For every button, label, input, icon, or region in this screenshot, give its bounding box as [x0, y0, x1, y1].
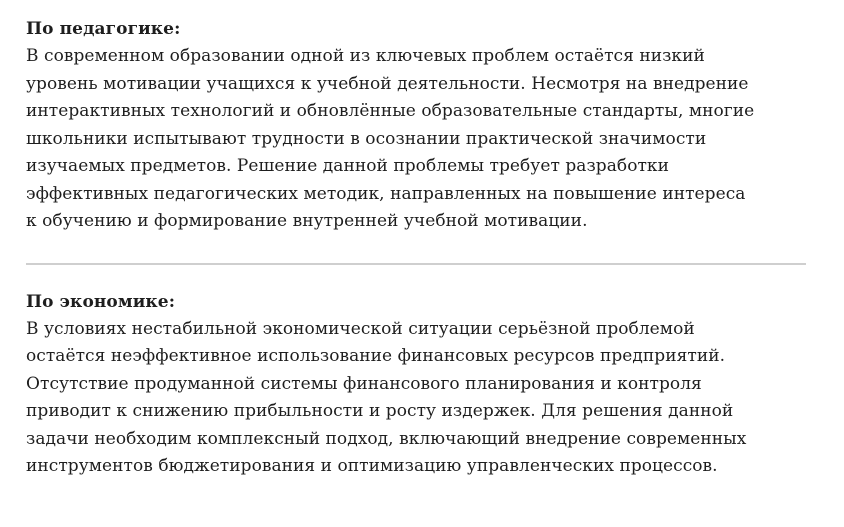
- section-divider: [26, 263, 806, 265]
- section-body-pedagogy: [26, 43, 816, 236]
- section-title-pedagogy: По педагогике:: [26, 19, 181, 39]
- text-line: школьники испытывают трудности в осознании практической значимости: [26, 128, 707, 149]
- section-economics: [26, 289, 816, 481]
- text-line: к обучению и формирование внутренней учебной мотивации.: [26, 211, 588, 231]
- text-line: приводит к снижению прибыльности и росту издержек. Для решения данной: [26, 401, 734, 421]
- section-body-economics: [26, 316, 816, 481]
- text-line: интерактивных технологий и обновлённые образовательные стандарты, многие: [26, 101, 755, 121]
- text-line: Отсутствие продуманной системы финансового планирования и контроля: [26, 373, 702, 394]
- document-content: [26, 16, 816, 481]
- text-line: задачи необходим комплексный подход, включающий внедрение современных: [26, 428, 747, 449]
- section-pedagogy: [26, 16, 816, 236]
- text-line: эффективных педагогических методик, направленных на повышение интереса: [26, 183, 746, 204]
- text-line: инструментов бюджетирования и оптимизацию управленческих процессов.: [26, 456, 718, 476]
- text-line: изучаемых предметов. Решение данной проблемы требует разработки: [26, 156, 669, 176]
- text-line: В условиях нестабильной экономической ситуации серьёзной проблемой: [26, 318, 695, 339]
- text-line: остаётся неэффективное использование финансовых ресурсов предприятий.: [26, 346, 726, 366]
- text-line: уровень мотивации учащихся к учебной деятельности. Несмотря на внедрение: [26, 73, 749, 94]
- text-line: В современном образовании одной из ключевых проблем остаётся низкий: [26, 46, 705, 66]
- section-title-economics: По экономике:: [26, 291, 176, 312]
